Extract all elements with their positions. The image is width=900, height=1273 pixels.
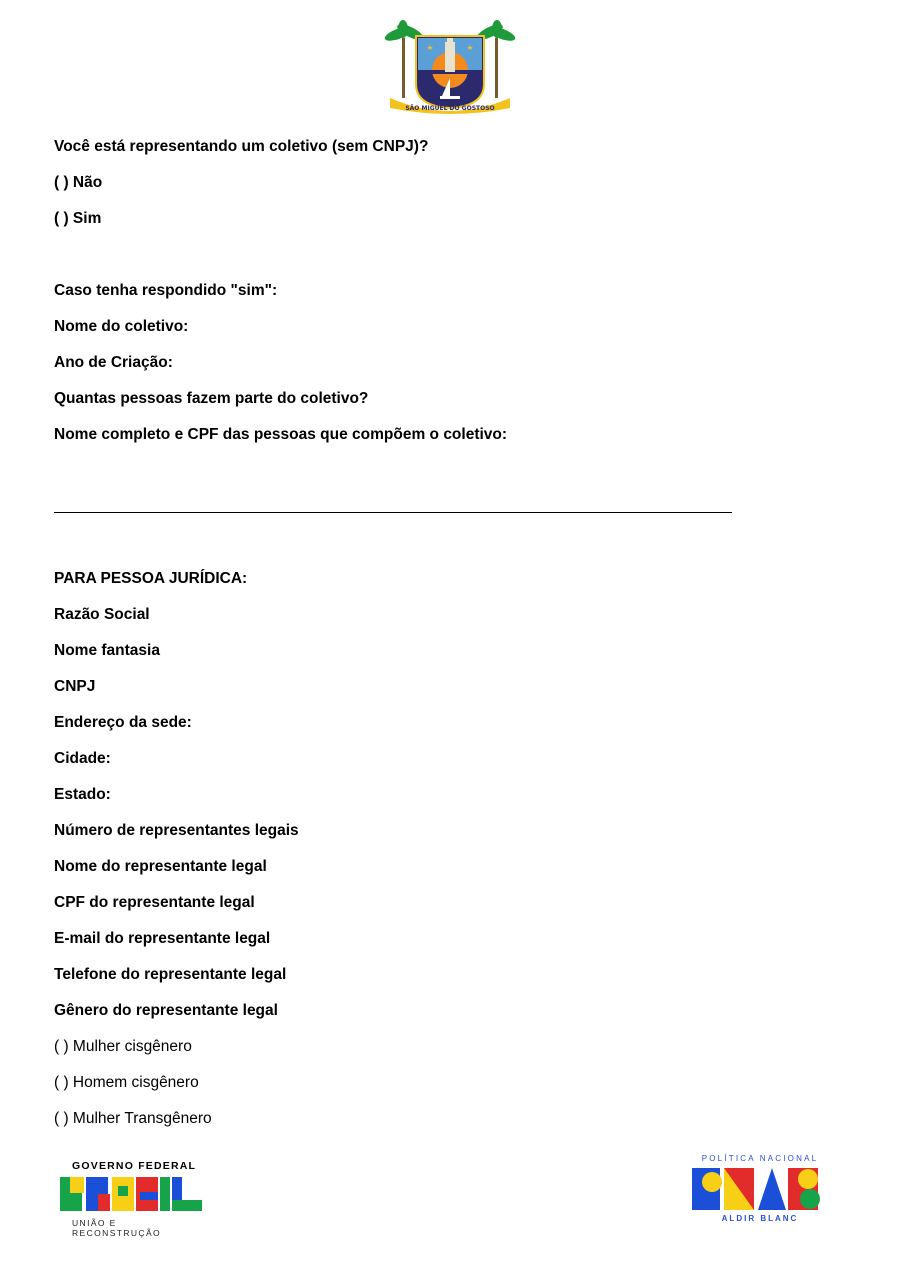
- gov-top-text: GOVERNO FEDERAL: [72, 1160, 197, 1172]
- field-telefone-representante: Telefone do representante legal: [54, 966, 287, 983]
- field-cpf-representante: CPF do representante legal: [54, 894, 255, 911]
- gender-option-mulher-cis[interactable]: ( ) Mulher cisgênero: [54, 1038, 192, 1055]
- gov-bottom-text: UNIÃO E RECONSTRUÇÃO: [72, 1218, 162, 1238]
- coletivo-members-list-label: Nome completo e CPF das pessoas que compõem o coletivo:: [54, 426, 508, 443]
- svg-text:SÃO MIGUEL DO GOSTOSO: SÃO MIGUEL DO GOSTOSO: [405, 105, 495, 112]
- brasil-wordmark-icon: [58, 1174, 208, 1214]
- coletivo-question: Você está representando um coletivo (sem CNPJ)?: [54, 138, 429, 155]
- if-yes-label: Caso tenha respondido "sim":: [54, 282, 278, 299]
- option-yes[interactable]: ( ) Sim: [54, 210, 102, 227]
- field-razao-social: Razão Social: [54, 606, 150, 623]
- pnab-bottom-text: ALDIR BLANC: [721, 1214, 799, 1223]
- field-genero-representante: Gênero do representante legal: [54, 1002, 278, 1019]
- field-endereco: Endereço da sede:: [54, 714, 192, 731]
- sao-miguel-do-gostoso-crest-icon: [384, 20, 516, 116]
- coletivo-members-count-label: Quantas pessoas fazem parte do coletivo?: [54, 390, 369, 407]
- field-nome-fantasia: Nome fantasia: [54, 642, 160, 659]
- governo-federal-logo: [58, 1160, 208, 1238]
- section-divider: [54, 512, 732, 513]
- field-email-representante: E-mail do representante legal: [54, 930, 271, 947]
- pnab-logo: [680, 1150, 840, 1234]
- coletivo-name-label: Nome do coletivo:: [54, 318, 189, 335]
- field-num-representantes: Número de representantes legais: [54, 822, 299, 839]
- field-nome-representante: Nome do representante legal: [54, 858, 267, 875]
- gender-option-mulher-trans[interactable]: ( ) Mulher Transgênero: [54, 1110, 212, 1127]
- pnab-wordmark-icon: [690, 1166, 830, 1212]
- field-cidade: Cidade:: [54, 750, 111, 767]
- gender-option-homem-cis[interactable]: ( ) Homem cisgênero: [54, 1074, 199, 1091]
- pnab-top-text: POLÍTICA NACIONAL: [701, 1154, 819, 1163]
- field-estado: Estado:: [54, 786, 111, 803]
- coletivo-year-label: Ano de Criação:: [54, 354, 173, 371]
- svg-text:PNAB: PNAB: [758, 1192, 762, 1193]
- option-no[interactable]: ( ) Não: [54, 174, 103, 191]
- svg-text:BRASIL: BRASIL: [131, 1200, 135, 1201]
- pj-heading: PARA PESSOA JURÍDICA:: [54, 570, 248, 587]
- field-cnpj: CNPJ: [54, 678, 96, 695]
